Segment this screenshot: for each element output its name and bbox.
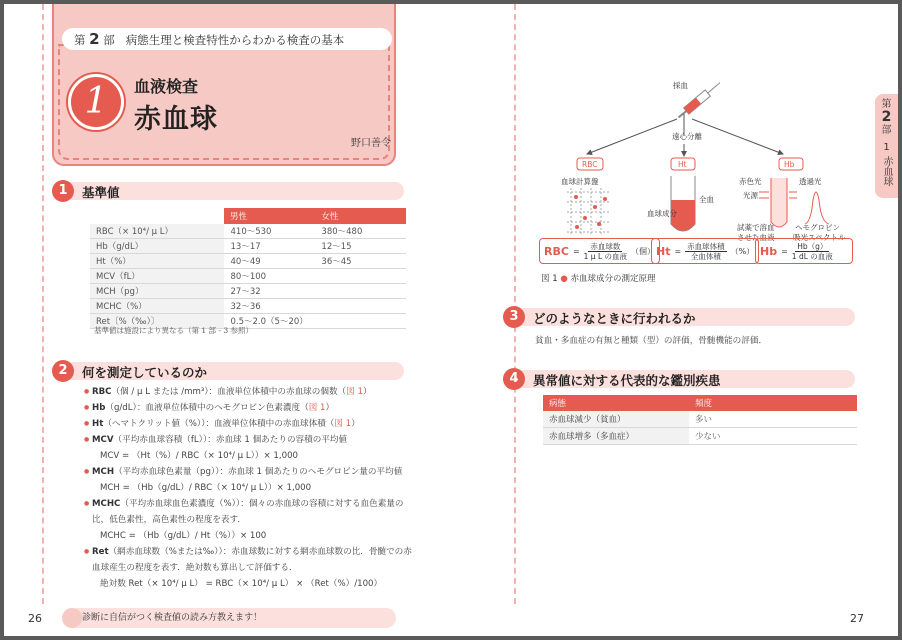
list-item: ● MCHC（平均赤血球血色素濃度（%））：個々の赤血球の容積に対する血色素量の比，低色素性，高色素性の程度を表す． [84, 496, 414, 528]
side-tab: 第 2 部 1 赤血球 [875, 94, 898, 198]
left-page [4, 4, 451, 636]
table-row: MCHC（%） 32～36 [90, 299, 406, 314]
label-blood-cells: 血球成分 [647, 209, 677, 218]
footer-title: 診断に自信がつく検査値の読み方教えます！ [66, 608, 396, 628]
label-counter: 血球計算盤 [561, 177, 599, 186]
list-item: ● RBC（個 / μ L または /mm³）：血液単位体積中の赤血球の個数（図 1） [84, 384, 414, 400]
label-ht: Ht [678, 160, 687, 169]
label-hemolyzed-2: させた血液 [737, 233, 775, 242]
label-hemolyzed-1: 試薬で溶血 [737, 223, 775, 232]
label-spectrum-2: 吸光スペクトル [793, 233, 846, 242]
table-row: Ht（%） 40～49 36～45 [90, 254, 406, 269]
section3-text: 貧血・多血症の有無と種類（型）の評価，骨髄機能の評価． [535, 336, 768, 346]
list-item: ● MCV（平均赤血球容積（fL））：赤血球 1 個あたりの容積の平均値 [84, 432, 414, 448]
formula-rbc: RBC = $\frac{\text{赤血球数}}{\text{1 μ L の血液}}$ （個） [539, 238, 660, 264]
formula: MCH = （Hb（g/dL）/ RBC（× 10⁴/ μ L））× 1,000 [100, 483, 312, 493]
reference-table: 男性 女性 RBC（× 10⁴/ μ L） 410～530 380～480 Hb（g/dL） 13～17 12～15 Ht（%） 40～49 36～45 MCV（fL） 80～100 MCH（pg） 27～32 MCHC（%） 32～36 Ret〔%（‰）〕 0.5～2.0（5～20） [90, 208, 406, 329]
label-spectrum-1: ヘモグロビン [795, 223, 840, 232]
list-item: ● MCH（平均赤血球色素量（pg））：赤血球 1 個あたりのヘモグロビン量の平均値 [84, 464, 414, 480]
section-heading-2: 2 何を測定しているのか [52, 360, 404, 380]
label-centrifuge: 遠心分離 [672, 132, 702, 141]
list-item: ● Hb（g/dL）：血液単位体積中のヘモグロビン色素濃度（図 1） [84, 400, 414, 416]
book-spread [4, 4, 898, 636]
label-red-light: 赤色光 [739, 177, 762, 186]
label-whole-blood: 全血 [699, 195, 714, 204]
label-hb: Hb [784, 160, 795, 169]
label-light-source: 光源 [743, 191, 758, 200]
page-number-right: 27 [850, 612, 864, 625]
right-page [451, 4, 898, 636]
table-row: MCV（fL） 80～100 [90, 269, 406, 284]
author: 野口善令 [351, 138, 391, 149]
table-row: RBC（× 10⁴/ μ L） 410～530 380～480 [90, 224, 406, 239]
label-blood-draw: 採血 [673, 81, 688, 90]
table-row: Ret〔%（‰）〕 0.5～2.0（5～20） [90, 314, 406, 329]
measurement-list [84, 384, 414, 592]
counting-grid [567, 188, 611, 236]
page-number-left: 26 [28, 612, 42, 625]
page-footer [4, 604, 898, 636]
section-heading-4: 4 異常値に対する代表的な鑑別疾患 [503, 368, 855, 388]
part-banner: 第 2 部 病態生理と検査特性からわかる検査の基本 [62, 28, 392, 50]
table-row: Hb（g/dL） 13～17 12～15 [90, 239, 406, 254]
figure-caption: 図 1 ● 赤血球成分の測定原理 [541, 274, 656, 284]
table-row: MCH（pg） 27～32 [90, 284, 406, 299]
formula: MCHC = （Hb（g/dL）/ Ht（%））× 100 [100, 531, 267, 541]
table-note: 基準値は施設により異なる（第 1 部 - 3 参照） [94, 326, 253, 335]
part-title: 病態生理と検査特性からわかる検査の基本 [125, 33, 345, 47]
measurement-diagram [547, 54, 847, 264]
chapter-subtitle: 血液検査 [134, 77, 199, 96]
differential-table: 病態 頻度 赤血球減少（貧血） 多い 赤血球増多（多血症） 少ない [543, 395, 857, 445]
section-heading-1: 1 基準値 [52, 180, 404, 200]
list-item: ● Ht（ヘマトクリット値（%））：血液単位体積中の赤血球体積（図 1） [84, 416, 414, 432]
table-row: 赤血球減少（貧血） 多い [543, 411, 857, 428]
table-row: 赤血球増多（多血症） 少ない [543, 428, 857, 445]
label-rbc: RBC [582, 160, 598, 169]
formula-hb: Hb = $\frac{Hb(g)}{\text{1 dL の血液}}$ [755, 238, 853, 264]
chapter-number: 1 [68, 74, 124, 130]
list-item: ● Ret（網赤血球数（%または‰））：赤血球数に対する網赤血球数の比．骨髄での赤血球産生の程度を表す．絶対数も算出して評価する． [84, 544, 414, 576]
formula: 絶対数 Ret（× 10⁴/ μ L） = RBC（× 10⁴/ μ L） × （Ret（%）/100） [100, 579, 383, 589]
formula-ht: Ht = $\frac{\text{赤血球体積}}{\text{全血体積}}$ （%） [651, 238, 759, 264]
label-transmitted: 透過光 [799, 177, 822, 186]
section-heading-3: 3 どのようなときに行われるか [503, 306, 855, 326]
chapter-title: 赤血球 [134, 104, 218, 135]
formula: MCV = （Ht（%）/ RBC（× 10⁴/ μ L））× 1,000 [100, 451, 299, 461]
left-margin-line [42, 4, 44, 604]
